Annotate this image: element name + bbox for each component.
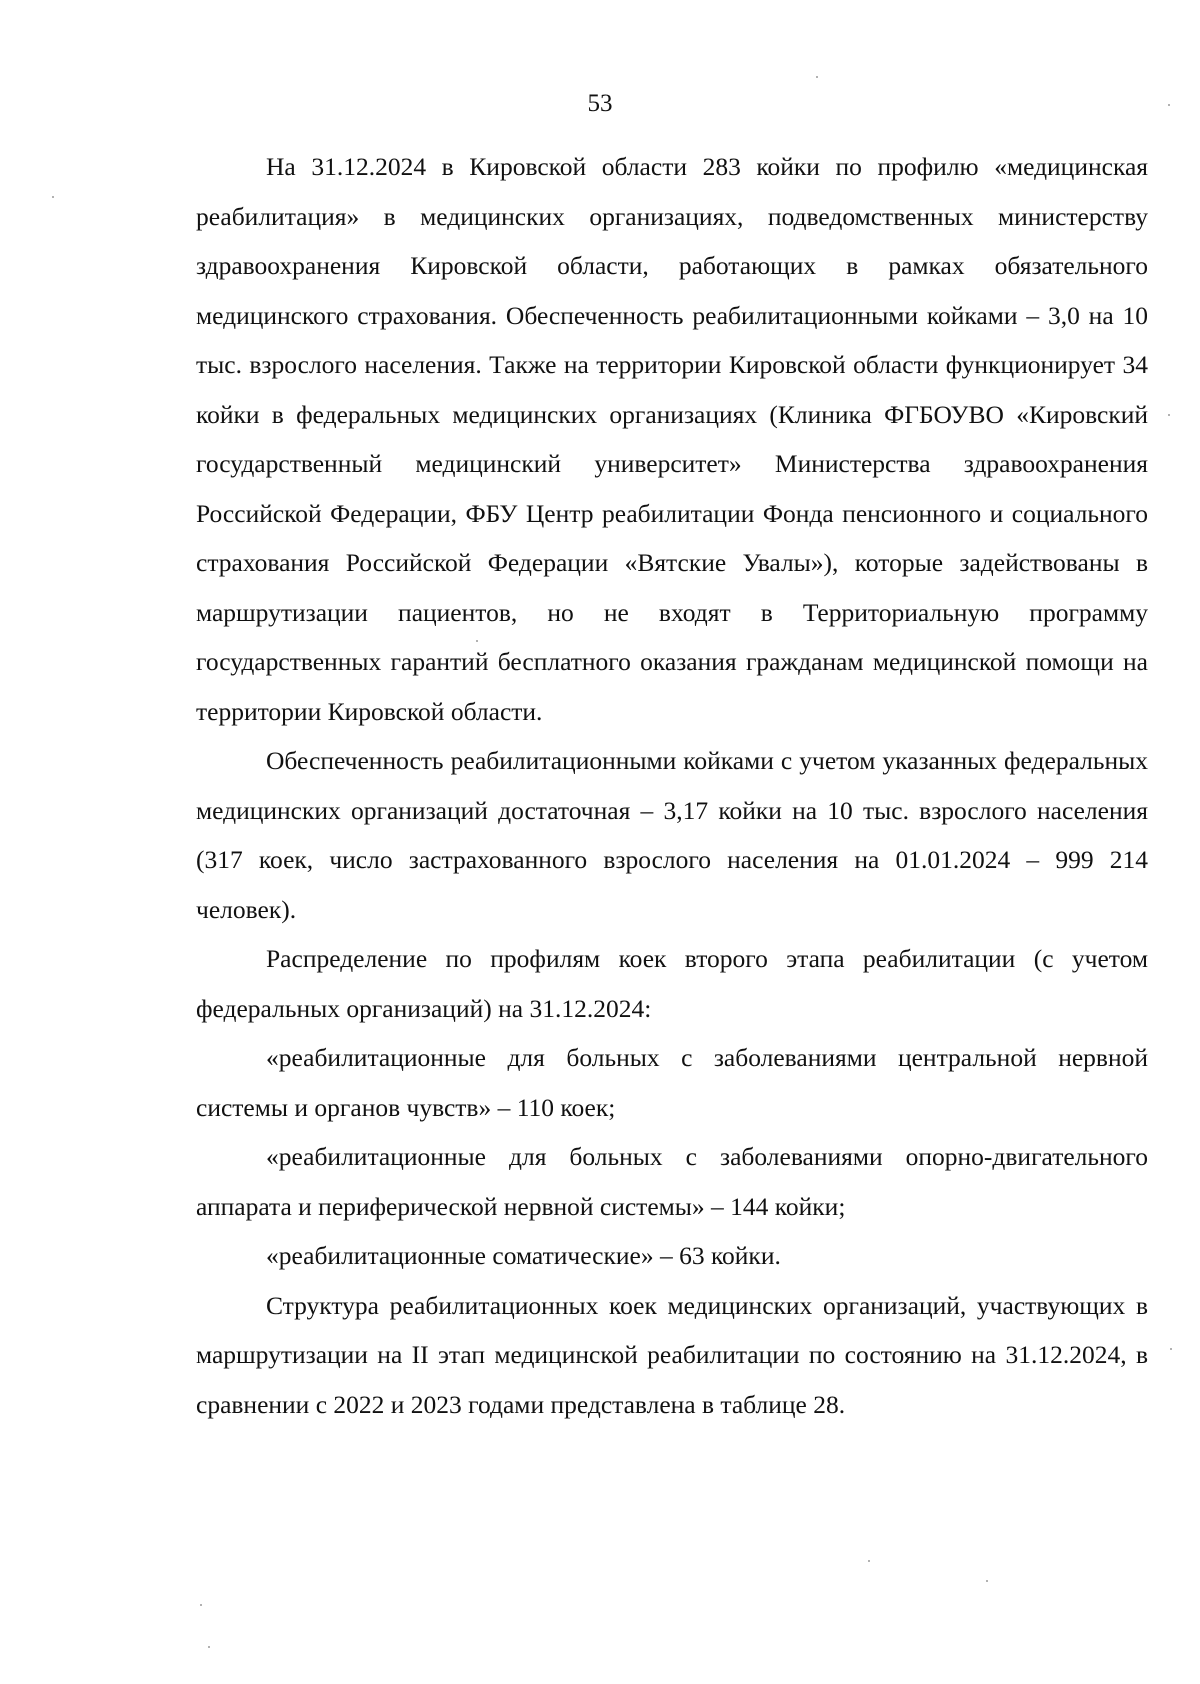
scan-speck [1170, 1348, 1172, 1350]
paragraph-bed-provision: Обеспеченность реабилитационными койками с учетом указанных федеральных медицинских организаций достаточная – 3,17 койки на 10 тыс. взрослого населения (317 коек, число застрахованного взрослого населения на 01.01.2024 – 999 214 человек). [196, 746, 1148, 924]
scan-speck [476, 640, 478, 642]
scan-speck [868, 1560, 870, 1562]
list-item-cns-profile: «реабилитационные для больных с заболеваниями центральной нервной системы и органов чувств» – 110 коек; [196, 1043, 1148, 1122]
page-number: 53 [587, 90, 613, 117]
list-item-somatic-profile: «реабилитационные соматические» – 63 койки. [266, 1241, 781, 1270]
scan-speck [200, 1604, 202, 1606]
scan-speck [986, 1580, 988, 1582]
scan-speck [208, 1646, 210, 1648]
paragraph-bed-count: На 31.12.2024 в Кировской области 283 койки по профилю «медицинская реабилитация» в медицинских организациях, подведомственных министерству здравоохранения Кировской области, работающих в рамках обязательного медицинского страхования. Обеспеченность реабилитационными койками – 3,0 на 10 тыс. взрослого населения. Также на территории Кировской области функционирует 34 койки в федеральных медицинских организациях (Клиника ФГБОУВО «Кировский государственный медицинский университет» Министерства здравоохранения Российской Федерации, ФБУ Центр реабилитации Фонда пенсионного и социального страхования Российской Федерации «Вятские Увалы»), которые задействованы в маршрутизации пациентов, но не входят в Территориальную программу государственных гарантий бесплатного оказания гражданам медицинской помощи на территории Кировской области. [196, 152, 1148, 726]
document-body [196, 142, 1148, 1429]
scan-speck [816, 76, 818, 78]
scan-speck [1168, 414, 1170, 416]
paragraph-structure-reference: Структура реабилитационных коек медицинских организаций, участвующих в маршрутизации на II этап медицинской реабилитации по состоянию на 31.12.2024, в сравнении с 2022 и 2023 годами представлена в таблице 28. [196, 1290, 1148, 1419]
scan-speck [52, 196, 54, 198]
list-item-musculoskeletal-profile: «реабилитационные для больных с заболеваниями опорно-двигательного аппарата и периферической нервной системы» – 144 койки; [196, 1142, 1148, 1221]
scan-speck [1168, 104, 1170, 106]
paragraph-profile-distribution: Распределение по профилям коек второго этапа реабилитации (с учетом федеральных организаций) на 31.12.2024: [196, 944, 1148, 1023]
